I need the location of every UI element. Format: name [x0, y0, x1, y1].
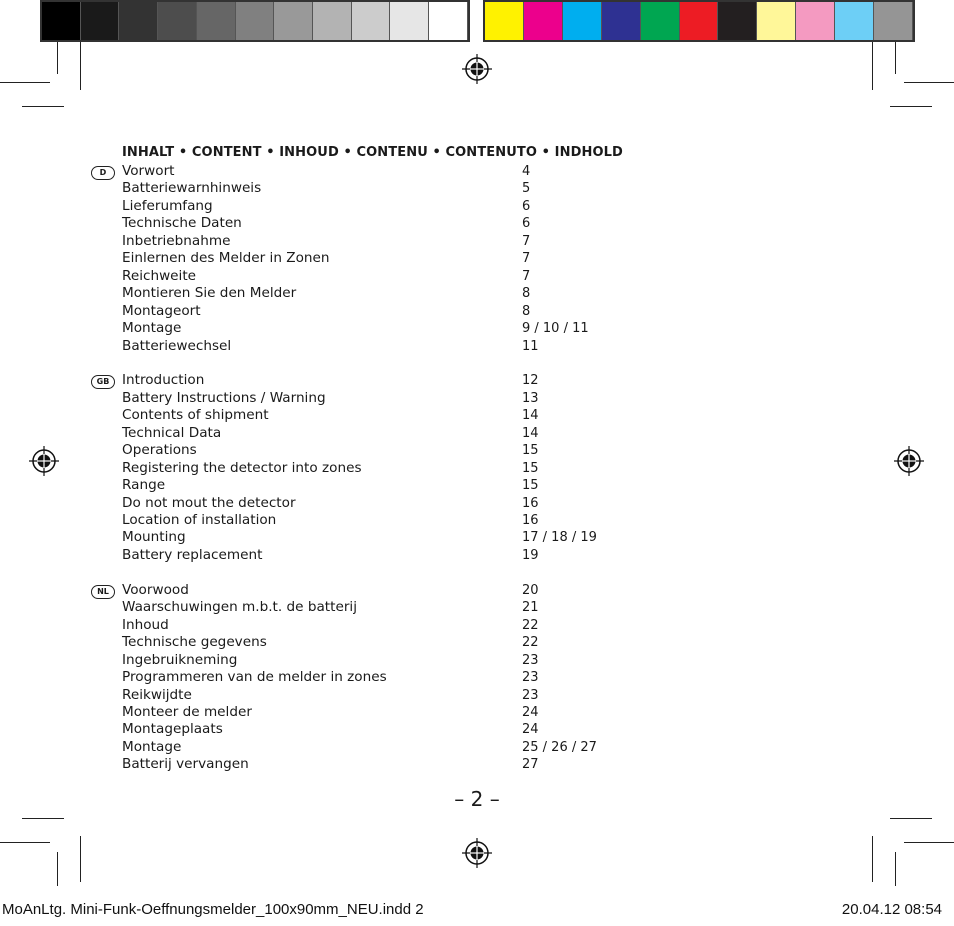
crop-mark	[80, 42, 81, 90]
toc-entry-page: 7	[522, 251, 531, 267]
language-badge: GB	[91, 375, 115, 389]
registration-mark-icon	[29, 446, 59, 476]
color-swatch	[874, 2, 913, 40]
slug-filename: MoAnLtg. Mini-Funk-Oeffnungsmelder_100x90mm_NEU.indd 2	[2, 901, 424, 918]
crop-mark	[80, 836, 81, 882]
crop-mark	[872, 42, 873, 90]
toc-entry-title: Montage	[122, 738, 182, 755]
color-swatch	[641, 2, 680, 40]
registration-mark-icon	[894, 446, 924, 476]
color-swatch	[602, 2, 641, 40]
toc-entry-page: 16	[522, 495, 539, 511]
color-swatch	[485, 2, 524, 40]
toc-entry-page: 4	[522, 164, 531, 179]
toc-entry-title: Montageplaats	[122, 721, 223, 738]
registration-mark-icon	[462, 54, 492, 84]
toc-entry-title: Batteriewarnhinweis	[122, 180, 262, 197]
toc-entry-page: 23	[522, 670, 539, 686]
toc-entry-title: Battery replacement	[122, 546, 263, 563]
color-swatch	[835, 2, 874, 40]
toc-entry-page: 13	[522, 390, 539, 406]
language-badge: D	[91, 166, 115, 180]
toc-entry-title: Montage	[122, 320, 182, 337]
toc-entry-title: Registering the detector into zones	[122, 459, 362, 476]
toc-entry-page: 23	[522, 652, 539, 668]
color-swatch	[158, 2, 197, 40]
slug-datetime: 20.04.12 08:54	[841, 901, 942, 918]
toc-entry-page: 8	[522, 286, 531, 302]
toc-entry-title: Operations	[122, 442, 197, 459]
toc-entry-page: 20	[522, 582, 539, 598]
crop-mark	[872, 836, 873, 882]
color-swatch	[718, 2, 757, 40]
color-swatch	[563, 2, 602, 40]
toc-entry-page: 15	[522, 460, 539, 476]
toc-entry-title: Voorwood	[122, 581, 189, 598]
toc-entry-title: Montieren Sie den Melder	[122, 285, 297, 302]
toc-entry-title: Do not mout the detector	[122, 494, 296, 511]
language-badge: NL	[91, 585, 115, 599]
toc-entry-page: 24	[522, 704, 539, 720]
toc-entry-title: Contents of shipment	[122, 407, 269, 424]
toc-entry-page: 19	[522, 547, 539, 563]
cmyk-color-bar	[483, 0, 915, 42]
toc-entry-page: 27	[522, 757, 539, 773]
toc-entry-title: Programmeren van de melder in zones	[122, 669, 387, 686]
crop-mark	[895, 852, 896, 886]
crop-mark	[890, 106, 932, 107]
registration-mark-icon	[462, 838, 492, 868]
color-swatch	[236, 2, 275, 40]
toc-entry-title: Introduction	[122, 372, 205, 389]
color-swatch	[42, 2, 81, 40]
toc-entry-page: 22	[522, 617, 539, 633]
toc-entry-page: 6	[522, 216, 531, 232]
crop-mark	[57, 852, 58, 886]
toc-entry-page: 22	[522, 635, 539, 651]
color-swatch	[796, 2, 835, 40]
toc-entry-page: 9 / 10 / 11	[522, 321, 589, 337]
crop-mark	[895, 42, 896, 74]
color-swatch	[390, 2, 429, 40]
toc-entry-page: 6	[522, 198, 531, 214]
crop-mark	[22, 106, 64, 107]
toc-entry-page: 14	[522, 408, 539, 424]
color-swatch	[524, 2, 563, 40]
toc-entry-page: 25 / 26 / 27	[522, 739, 597, 755]
grayscale-color-bar	[40, 0, 470, 42]
crop-mark	[0, 842, 50, 843]
toc-entry-title: Technische gegevens	[122, 634, 267, 651]
toc-entry-page: 14	[522, 425, 539, 441]
toc-entry-page: 5	[522, 181, 531, 197]
toc-entry-title: Technical Data	[122, 424, 222, 441]
crop-mark	[890, 818, 932, 819]
toc-entry-page: 12	[522, 373, 539, 389]
toc-entry-title: Reikwijdte	[122, 686, 192, 703]
toc-entry-title: Lieferumfang	[122, 197, 213, 214]
toc-entry-title: Technische Daten	[122, 215, 242, 232]
color-swatch	[119, 2, 158, 40]
toc-entry-page: 16	[522, 513, 539, 528]
toc-entry-title: Range	[122, 477, 166, 494]
crop-mark	[904, 842, 954, 843]
crop-mark	[0, 82, 50, 83]
color-swatch	[81, 2, 120, 40]
toc-entry-page: 7	[522, 233, 531, 249]
toc-entry-title: Monteer de melder	[122, 703, 252, 720]
toc-entry-page: 11	[522, 338, 539, 354]
crop-mark	[57, 42, 58, 74]
toc-entry-page: 15	[522, 478, 539, 494]
toc-entry-title: Montageort	[122, 302, 201, 319]
toc-entry-page: 8	[522, 303, 531, 319]
page-number: – 2 –	[454, 787, 500, 811]
toc-entry-title: Einlernen des Melder in Zonen	[122, 250, 330, 267]
toc-entry-page: 24	[522, 722, 539, 738]
toc-entry-page: 21	[522, 600, 539, 616]
color-swatch	[352, 2, 391, 40]
color-swatch	[680, 2, 719, 40]
toc-entry-page: 23	[522, 687, 539, 703]
crop-mark	[22, 818, 64, 819]
color-swatch	[274, 2, 313, 40]
toc-entry-title: Mounting	[122, 529, 186, 546]
toc-entry-title: Batteriewechsel	[122, 337, 232, 354]
toc-entry-title: Location of installation	[122, 512, 277, 528]
toc-entry-page: 15	[522, 443, 539, 459]
toc-entry-title: Reichweite	[122, 267, 197, 284]
color-swatch	[197, 2, 236, 40]
toc-entry-title: Waarschuwingen m.b.t. de batterij	[122, 599, 357, 616]
crop-mark	[904, 82, 954, 83]
toc-entry-title: Batterij vervangen	[122, 756, 249, 773]
toc-entry-title: Battery Instructions / Warning	[122, 389, 326, 406]
color-swatch	[757, 2, 796, 40]
toc-entry-title: Ingebruikneming	[122, 651, 238, 668]
toc-entry-page: 7	[522, 268, 531, 284]
toc-entry-page: 17 / 18 / 19	[522, 530, 597, 546]
toc-heading: INHALT • CONTENT • INHOUD • CONTENU • CONTENUTO • INDHOLD	[122, 145, 623, 160]
toc-entry-title: Vorwort	[122, 163, 175, 179]
color-swatch	[429, 2, 468, 40]
color-swatch	[313, 2, 352, 40]
toc-entry-title: Inbetriebnahme	[122, 232, 231, 249]
toc-entry-title: Inhoud	[122, 616, 169, 633]
